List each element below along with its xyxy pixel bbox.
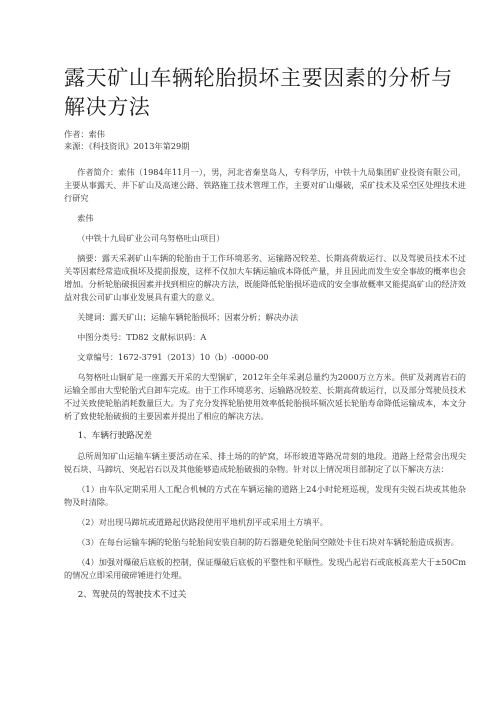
- classification-number: 中图分类号：TD82 文献标识码：A: [77, 332, 207, 342]
- abstract: 摘要：露天采剥矿山车辆的轮胎由于工作环境恶劣、运输路况较差、长期高荷载运行、以及驾驶员技术不过关等因素经常造成损坏及提前报废，这样不仅加大车辆运输成本降低产量，并且因此而发生安全事故的概率也会增加。分析轮胎破损因素并找到相应的解决方法，既能降低轮胎损坏造成的安全事故概率又能提高矿山的经济效益对我公司矿山事业发展具有重大的意义。: [64, 253, 466, 302]
- affiliation: （中铁十九局矿业公司乌努格吐山项目）: [77, 233, 225, 243]
- article-title: 露天矿山车辆轮胎损坏主要因素的分析与解决方法: [64, 66, 453, 119]
- keywords: 关键词：露天矿山；运输车辆轮胎损坏；因素分析；解决办法: [77, 312, 299, 322]
- list-item-1: （1）由车队定期采用人工配合机械的方式在车辆运输的道路上24小时轮班巡视，发现有尖锐石块或其他杂物及时清除。: [64, 484, 466, 507]
- list-item-2: （2）对出现马蹄坑或道路起伏路段使用平地机刮平或采用土方填平。: [77, 517, 328, 527]
- list-item-4: （4）加强对爆破后底板的控制，保证爆破后底板的平整性和平顺性。发现凸起岩石或底板高差大于±50Cm的情况立即采用破碎锤进行处理。: [64, 557, 466, 580]
- article-number: 文章编号：1672-3791（2013）10（b）-0000-00: [77, 352, 269, 362]
- section-1-paragraph: 总所周知矿山运输车辆主要活动在采、排土场的的铲窝，坏形坡道等路况苛刻的地段。道路上经常会出现尖锐石块、马蹄坑、突起岩石以及其他能够造成轮胎破损的杂物。针对以上情况项目部制定了以下解决方法：: [64, 451, 466, 474]
- section-1-heading: 1、车辆行驶路况差: [77, 431, 152, 441]
- author-bio: 作者简介：索伟（1984年11月一），男，河北省秦皇岛人，专科学历，中铁十九局集团矿业投资有限公司，主要从事露天、井下矿山及高速公路、铁路施工技术管理工作，主要对矿山爆破，采矿技术及采空区处理技术进行研究: [64, 167, 466, 203]
- article-author: 作者：索伟: [64, 129, 105, 139]
- section-2-heading: 2、驾驶员的驾驶技术不过关: [77, 590, 187, 600]
- intro-paragraph: 乌努格吐山铜矿是一座露天开采的大型铜矿，2012年全年采剥总量约为2000万立方米。供矿及剥离岩石的运输全部由大型轮胎式自卸车完成。由于工作环境恶劣、运输路况较差、长期高荷载运行，以及部分驾驶员技术不过关致使轮胎消耗数量巨大。为了充分发挥轮胎使用效率低轮胎损坏频次延长轮胎寿命降低运输成本，本文分析了致使轮胎破损的主要因素并提出了相应的解决方法。: [64, 372, 466, 421]
- article-source: 来源：《科技资讯》2013年第29期: [64, 141, 190, 151]
- article-body: [64, 166, 466, 602]
- author-name: 索伟: [77, 213, 94, 223]
- list-item-3: （3）在每台运输车辆的轮胎与轮胎间安装自制的防石器避免轮胎间空隙处卡住石块对车辆轮胎造成损害。: [77, 537, 459, 547]
